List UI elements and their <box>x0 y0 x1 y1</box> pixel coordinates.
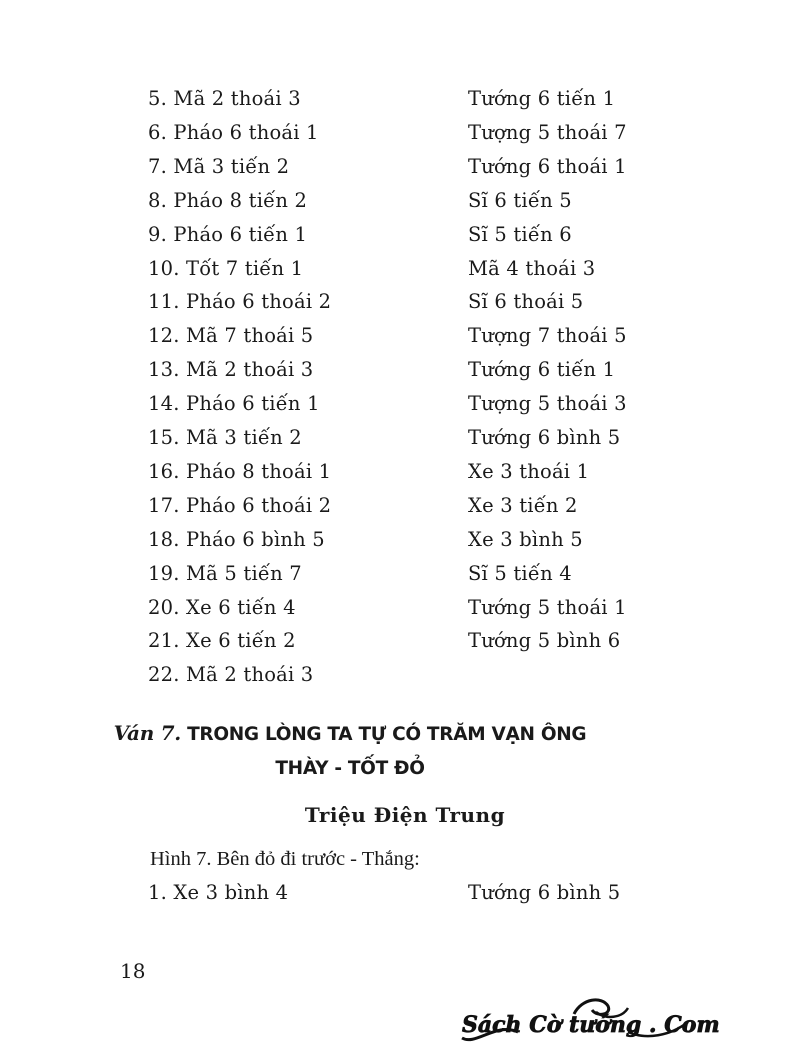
red-move: 7. Mã 3 tiến 2 <box>148 154 290 178</box>
first-move-row <box>0 876 700 910</box>
black-move: Tượng 5 thoái 3 <box>468 392 627 416</box>
move-row <box>0 285 700 319</box>
black-move: Sĩ 6 tiến 5 <box>468 188 572 212</box>
move-row <box>0 557 700 591</box>
black-move: Xe 3 tiến 2 <box>468 493 578 517</box>
red-move: 17. Pháo 6 thoái 2 <box>148 493 332 517</box>
red-move: 18. Pháo 6 bình 5 <box>148 527 325 551</box>
move-row <box>0 421 700 455</box>
black-move: Tướng 6 thoái 1 <box>468 154 627 178</box>
black-move: Tướng 6 tiến 1 <box>468 358 616 382</box>
black-move: Tượng 7 thoái 5 <box>468 324 627 348</box>
red-move: 10. Tốt 7 tiến 1 <box>148 256 304 280</box>
red-move: 16. Pháo 8 thoái 1 <box>148 459 332 483</box>
black-move: Xe 3 thoái 1 <box>468 459 590 483</box>
red-move: 6. Pháo 6 thoái 1 <box>148 120 319 144</box>
move-row <box>0 387 700 421</box>
move-row <box>0 150 700 184</box>
red-move: 20. Xe 6 tiến 4 <box>148 595 296 619</box>
red-move: 8. Pháo 8 tiến 2 <box>148 188 308 212</box>
watermark-text: Sách Cờ tướng . Com <box>462 1012 720 1038</box>
red-move: 13. Mã 2 thoái 3 <box>148 358 314 382</box>
red-move: 5. Mã 2 thoái 3 <box>148 87 301 110</box>
figure-caption: Hình 7. Bên đỏ đi trước - Thắng: <box>150 848 420 870</box>
black-move: Sĩ 5 tiến 6 <box>468 222 572 246</box>
game-heading <box>0 716 700 786</box>
page-number: 18 <box>120 959 146 983</box>
red-move: 22. Mã 2 thoái 3 <box>148 663 314 687</box>
move-row <box>0 624 700 658</box>
move-row <box>0 218 700 252</box>
game-title-text: TRONG LÒNG TA TỰ CÓ TRĂM VẠN ÔNG <box>187 724 587 745</box>
red-move: 14. Pháo 6 tiến 1 <box>148 392 320 416</box>
red-move: 12. Mã 7 thoái 5 <box>148 324 314 348</box>
move-row <box>0 658 700 692</box>
black-move: Tướng 6 tiến 1 <box>468 87 616 110</box>
game-number: Ván 7. <box>113 721 181 745</box>
black-move: Tướng 6 bình 5 <box>468 426 621 449</box>
move-row <box>0 353 700 387</box>
move-row <box>0 455 700 489</box>
black-move: Tướng 5 thoái 1 <box>468 595 627 619</box>
red-move: 1. Xe 3 bình 4 <box>148 881 289 904</box>
move-row <box>0 184 700 218</box>
move-row <box>0 252 700 286</box>
game-title-line-1 <box>0 716 700 752</box>
black-move: Sĩ 5 tiến 4 <box>468 561 572 585</box>
black-move: Sĩ 6 thoái 5 <box>468 290 584 314</box>
black-move: Tượng 5 thoái 7 <box>468 120 627 144</box>
red-move: 15. Mã 3 tiến 2 <box>148 426 302 449</box>
move-row <box>0 523 700 557</box>
watermark-logo <box>456 992 720 1048</box>
black-move: Tướng 6 bình 5 <box>468 881 621 904</box>
black-move: Xe 3 bình 5 <box>468 527 583 551</box>
black-move: Mã 4 thoái 3 <box>468 256 596 280</box>
move-row <box>0 591 700 625</box>
black-move: Tướng 5 bình 6 <box>468 629 621 653</box>
red-move: 9. Pháo 6 tiến 1 <box>148 222 308 246</box>
author-name: Triệu Điện Trung <box>304 803 506 827</box>
move-row <box>0 319 700 353</box>
move-row <box>0 116 700 150</box>
red-move: 19. Mã 5 tiến 7 <box>148 561 302 585</box>
move-row <box>0 82 700 116</box>
red-move: 21. Xe 6 tiến 2 <box>148 629 296 653</box>
red-move: 11. Pháo 6 thoái 2 <box>148 290 332 314</box>
move-row <box>0 489 700 523</box>
game-title-line-2: THÀY - TỐT ĐỎ <box>275 758 425 779</box>
